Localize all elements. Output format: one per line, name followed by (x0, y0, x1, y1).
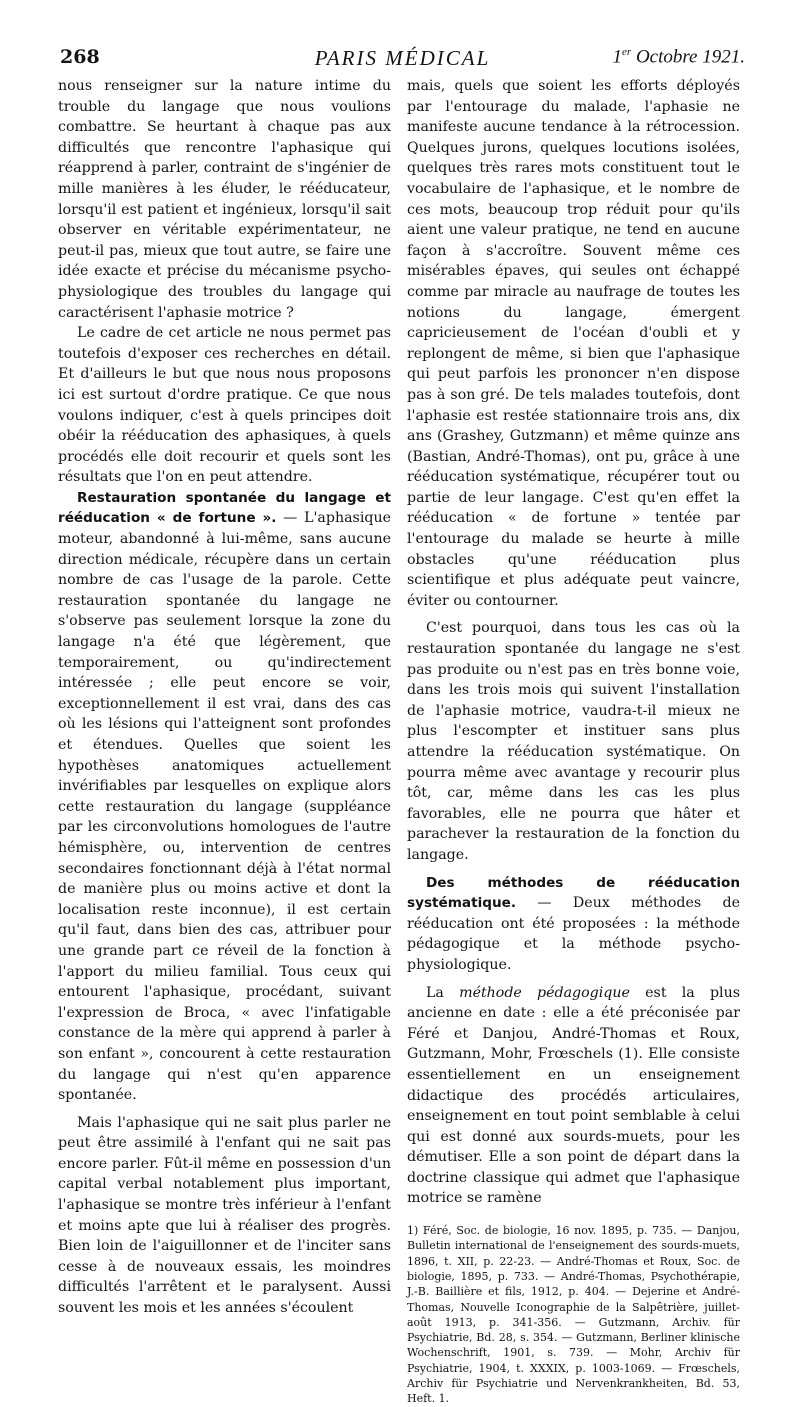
paragraph: C'est pourquoi, dans tous les cas où la restauration spontanée du langage ne s'est pas produite ou n'est pas en très bonne voie, dans les trois mois qui suivent l'installation de l'aphasie motrice, vaudra-t-il mieux ne plus l'escompter et instituer sans plus attendre la rééducation systématique. On pourra même avec avantage y recourir plus tôt, car, même dans les cas les plus favorables, elle ne pourra que hâter et parachever la restauration de la fonction du langage. (407, 620, 740, 863)
left-column (58, 76, 391, 1319)
page-number: 268 (60, 46, 100, 68)
issue-date (613, 46, 745, 68)
right-column (407, 76, 740, 1407)
paragraph: Mais l'aphasique qui ne sait plus parler ne peut être assimilé à l'enfant qui ne sait pas encore parler. Fût-il même en possession d'un capital verbal notablement plus important, l'aphasique se montre très inférieur à l'enfant et moins apte que lui à réaliser des progrès. Bien loin de l'aiguillonner et de l'inciter sans cesse à de nouveaux essais, les moindres difficultés l'arrêtent et le paralysent. Aussi souvent les mois et les années s'écoulent (58, 1114, 391, 1317)
paragraph: mais, quels que soient les efforts déployés par l'entourage du malade, l'aphasie ne manifeste aucune tendance à la rétrocession. Quelques jurons, quelques locutions isolées, quelques très rares mots constituent tout le vocabulaire de l'aphasique, et le nombre de ces mots, beaucoup trop réduit pour qu'ils aient une valeur pratique, ne tend en aucune façon à s'accroître. Souvent même ces misérables épaves, qui seules ont échappé comme par miracle au naufrage de toutes les notions du langage, émergent capricieusement de l'océan d'oubli et y replongent de même, si bien que l'aphasique qui peut parfois les prononcer n'en dispose pas à son gré. De tels malades toutefois, dont l'aphasie est restée stationnaire trois ans, dix ans (Grashey, Gutzmann) et même quinze ans (Bastian, André-Thomas), ont pu, grâce à une rééducation systématique, récupérer tout ou partie de leur langage. C'est qu'en effet la rééducation « de fortune » tentée par l'entourage du malade se heurte à mille obstacles qu'une rééducation plus scientifique et plus adéquate peut vaincre, éviter ou contourner. (407, 78, 740, 609)
date-day: 1 (612, 46, 623, 68)
text-run: La (426, 984, 460, 1001)
footnote-text: 1) Féré, Soc. de biologie, 16 nov. 1895, p. 735. — Danjou, Bulletin international de l'enseignement des sourds-muets, 1896, t. XII, p. 22-23. — André-Thomas et Roux, Soc. de biologie, 1895, p. 733. — André-Thomas, Psychothérapie, J.-B. Baillière et fils, 1912, p. 404. — Dejerine et André-Thomas, Nouvelle Iconographie de la Salpêtrière, juillet-août 1913, p. 341-356. — Gutzmann, Archiv. für Psychiatrie, Bd. 28, s. 354. — Gutzmann, Berliner klinische Wochenschrift, 1901, s. 739. — Mohr, Archiv für Psychiatrie, 1904, t. XXXIX, p. 1003-1069. — Frœschels, Archiv für Psychiatrie und Nervenkrankheiten, Bd. 53, Heft. 1. (407, 1224, 740, 1406)
paragraph: Le cadre de cet article ne nous permet pas toutefois d'exposer ces recherches en détail. Et d'ailleurs le but que nous nous proposons ici est surtout d'ordre pratique. Ce que nous voulons indiquer, c'est à quels principes doit obéir la rééducation des aphasiques, à quels procédés elle doit recourir et quels sont les résultats que l'on en peut attendre. (58, 325, 391, 486)
date-rest: Octobre 1921. (631, 46, 745, 68)
section-paragraph (58, 488, 391, 1106)
running-title: PARIS MÉDICAL (314, 46, 491, 70)
page-header (60, 46, 745, 74)
paragraph (407, 983, 740, 1210)
footnote (407, 1223, 740, 1407)
section-text: — Deux méthodes de rééducation ont été proposées : la méthode pédagogique et la méthode psycho-physiologique. (407, 895, 740, 973)
section-text: — L'aphasique moteur, abandonné à lui-même, sans aucune direction médicale, récupère dans un certain nombre de cas l'usage de la parole. Cette restauration spontanée du langage ne s'observe pas seulement lorsque la zone du langage n'a été que légèrement, que temporairement, ou qu'indirectement intéressée ; elle peut encore se voir, exceptionnellement il est vrai, dans des cas où les lésions qui l'atteignent sont profondes et étendues. Quelles que soient les hypothèses anatomiques actuellement invérifiables par lesquelles on explique alors cette restauration du langage (suppléance par les circonvolutions homologues de l'autre hémisphère, ou, intervention de centres secondaires fonctionnant déjà à l'état normal de manière plus ou moins active et dont la localisation reste inconnue), il est certain qu'il faut, dans bien des cas, attribuer pour une grande part ce réveil de la fonction à l'apport du milieu familial. Tous ceux qui entourent l'aphasique, procédant, suivant l'expression de Broca, « avec l'infatigable constance de la mère qui apprend à parler à son enfant », concourent à cette restauration du langage qui n'est qu'en apparence spontanée. (58, 510, 391, 1104)
text-run: est la plus ancienne en date : elle a été préconisée par Féré et Danjou, André-Thomas et Roux, Gutzmann, Mohr, Frœschels (1). Elle consiste essentiellement en un enseignement didactique des procédés articulaires, enseignement en tout point semblable à celui qui est donné aux sourds-muets, pour les démutiser. Elle a son point de départ dans la doctrine classique qui admet que l'aphasique motrice se ramène (407, 984, 740, 1207)
date-sup: er (622, 46, 632, 58)
section-heading: Des méthodes de rééducation systématique. (407, 874, 740, 912)
italic-term: méthode pédagogique (459, 984, 630, 1001)
paragraph: nous renseigner sur la nature intime du trouble du langage que nous voulions combattre. Se heurtant à chaque pas aux difficultés que rencontre l'aphasique qui réapprend à parler, contraint de s'ingénier de mille manières à les éluder, le rééducateur, lorsqu'il est patient et ingénieux, lorsqu'il sait observer en véritable expérimentateur, ne peut-il pas, mieux que tout autre, se faire une idée exacte et précise du mécanisme psycho-physiologique des troubles du langage qui caractérisent l'aphasie motrice ? (58, 78, 391, 321)
section-paragraph (407, 873, 740, 976)
section-heading: Restauration spontanée du langage et rééducation « de fortune ». (58, 489, 391, 527)
